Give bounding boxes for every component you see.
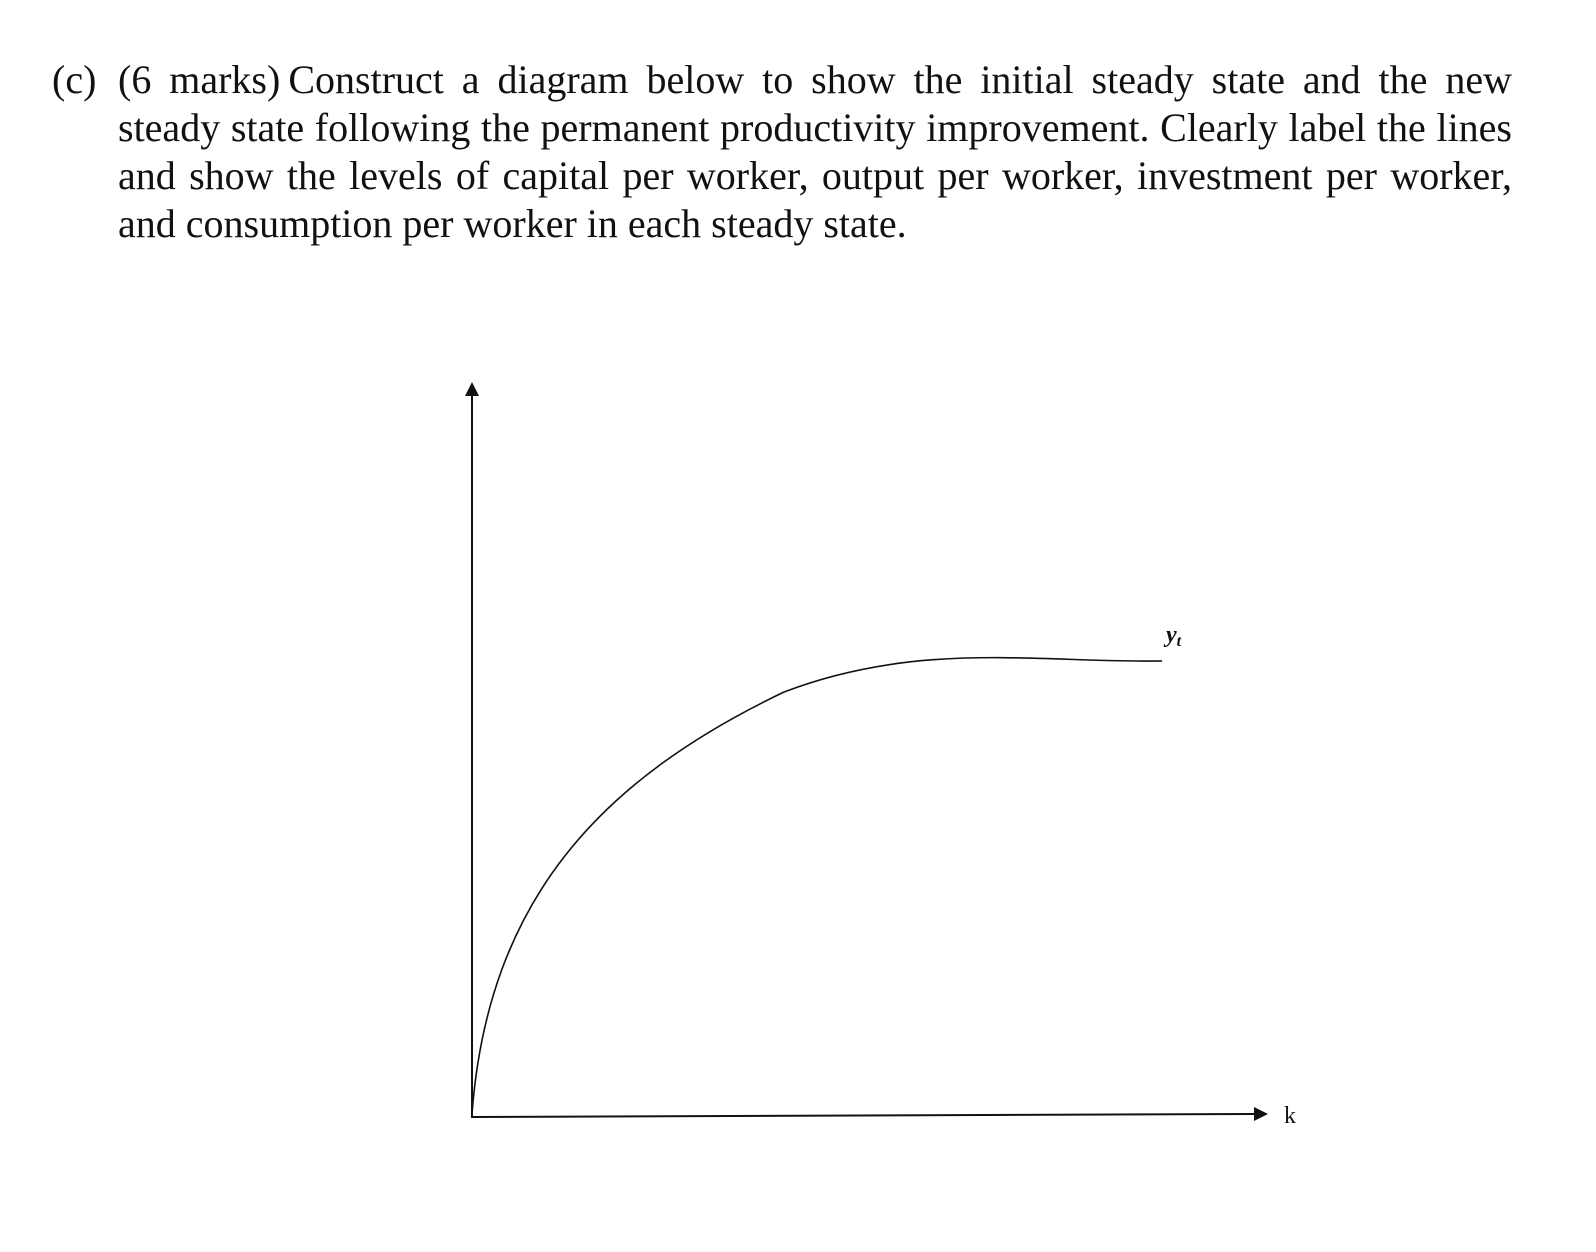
curve-label-main: y: [1166, 622, 1177, 648]
x-axis: [471, 1114, 1254, 1117]
x-axis-label: k: [1284, 1103, 1296, 1129]
y-axis-arrowhead: [465, 382, 479, 396]
question-label: (c): [52, 57, 97, 102]
curve-label-sub: t: [1176, 633, 1182, 650]
question-body: Construct a diagram below to show the initial steady state and the new steady state following the permanent productivity improvement. Clearly label the lines and show the levels of capital per worker, output per worker, investment per worker, and consumption per worker in each steady state.: [118, 57, 1512, 246]
x-axis-arrowhead: [1254, 1107, 1268, 1121]
curve-label-yt: [1163, 622, 1182, 650]
question-marks: (6 marks): [118, 57, 281, 102]
production-function-curve: [472, 658, 1162, 1114]
